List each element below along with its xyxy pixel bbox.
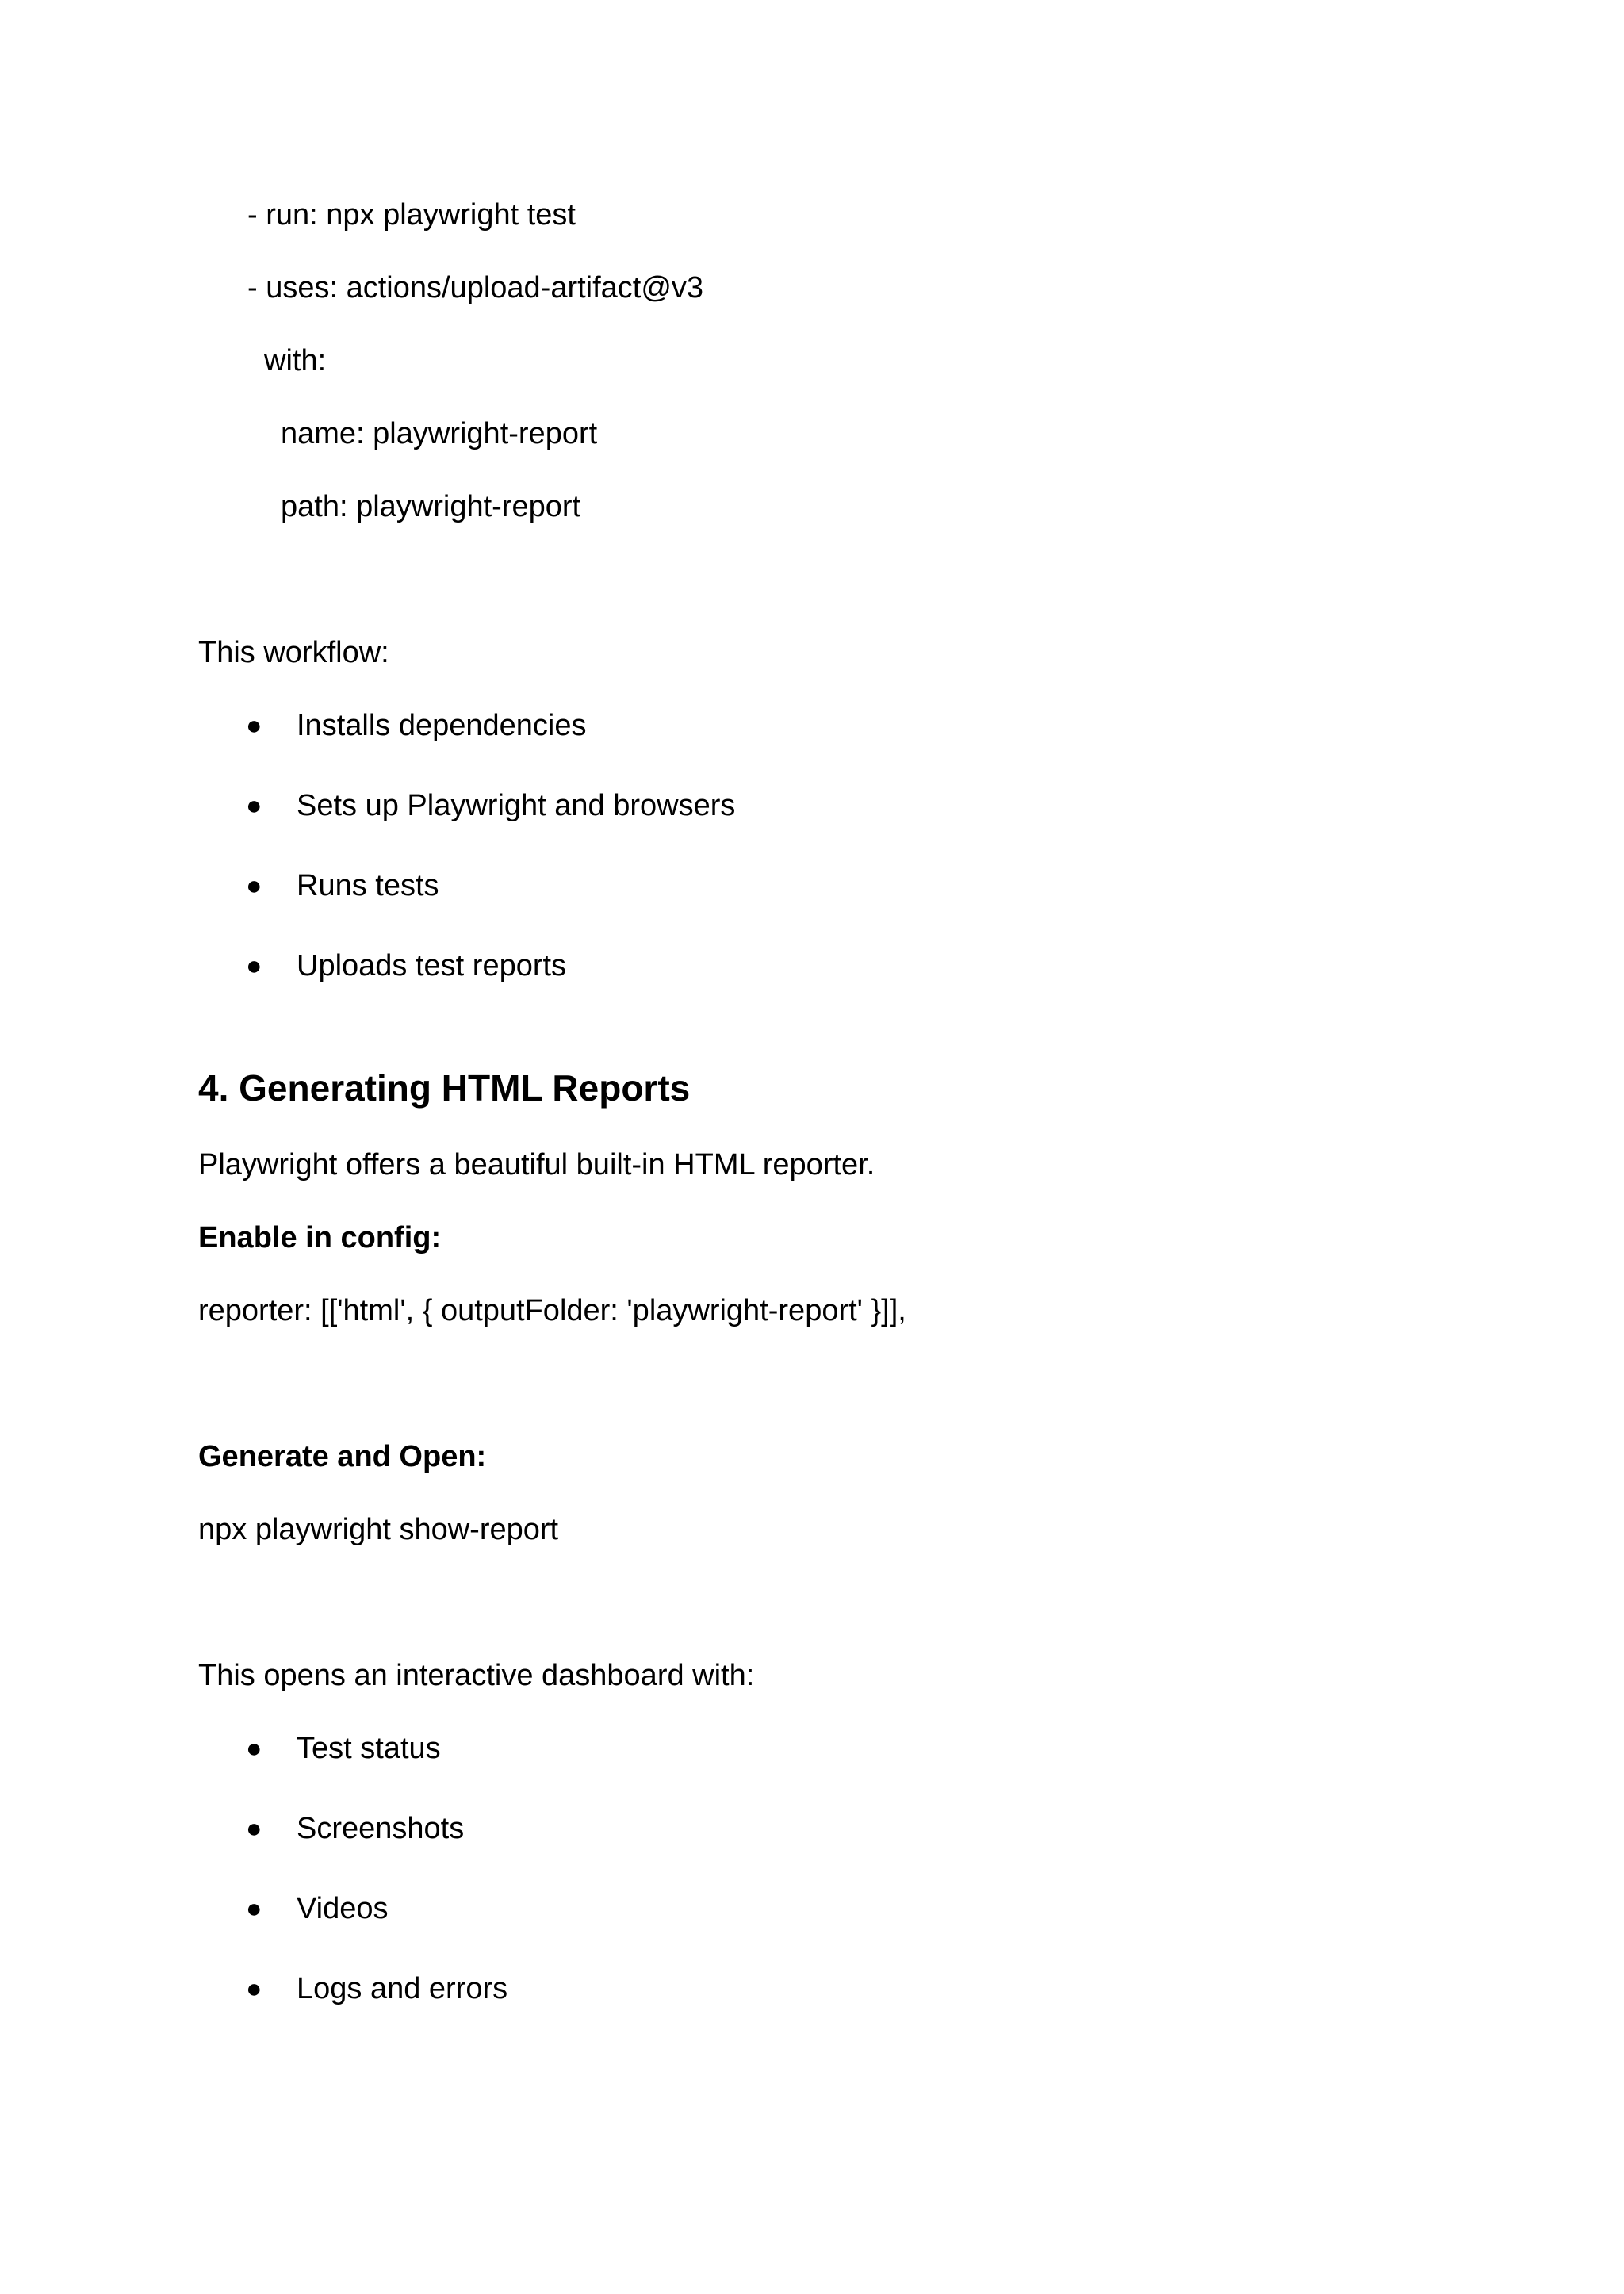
yaml-line-with: with: <box>264 344 327 377</box>
yaml-line-uses: - uses: actions/upload-artifact@v3 <box>247 271 704 304</box>
workflow-intro: This workflow: <box>198 636 389 669</box>
yaml-line-path: path: playwright-report <box>281 490 581 523</box>
dashboard-intro: This opens an interactive dashboard with: <box>198 1659 755 1692</box>
config-code: reporter: [['html', { outputFolder: 'playwright-report' }]], <box>198 1294 906 1327</box>
bullet-icon: ● <box>246 1733 262 1764</box>
generate-code: npx playwright show-report <box>198 1513 559 1546</box>
list-item-text: Installs dependencies <box>297 709 587 742</box>
reports-description: Playwright offers a beautiful built-in HTML reporter. <box>198 1148 875 1181</box>
list-item-text: Test status <box>297 1732 441 1765</box>
yaml-line-run: - run: npx playwright test <box>247 198 576 232</box>
bullet-icon: ● <box>246 710 262 741</box>
list-item-text: Logs and errors <box>297 1972 508 2005</box>
bullet-icon: ● <box>246 1974 262 2004</box>
config-label: Enable in config: <box>198 1221 442 1254</box>
bullet-icon: ● <box>246 791 262 821</box>
bullet-icon: ● <box>246 1813 262 1844</box>
list-item-text: Videos <box>297 1892 389 1925</box>
bullet-icon: ● <box>246 1894 262 1924</box>
list-item-text: Uploads test reports <box>297 949 567 982</box>
list-item-text: Runs tests <box>297 869 439 902</box>
bullet-icon: ● <box>246 871 262 901</box>
bullet-icon: ● <box>246 951 262 981</box>
section-heading: 4. Generating HTML Reports <box>198 1067 691 1109</box>
list-item-text: Sets up Playwright and browsers <box>297 789 736 822</box>
list-item-text: Screenshots <box>297 1812 465 1845</box>
yaml-line-name: name: playwright-report <box>281 417 598 450</box>
generate-label: Generate and Open: <box>198 1440 487 1473</box>
